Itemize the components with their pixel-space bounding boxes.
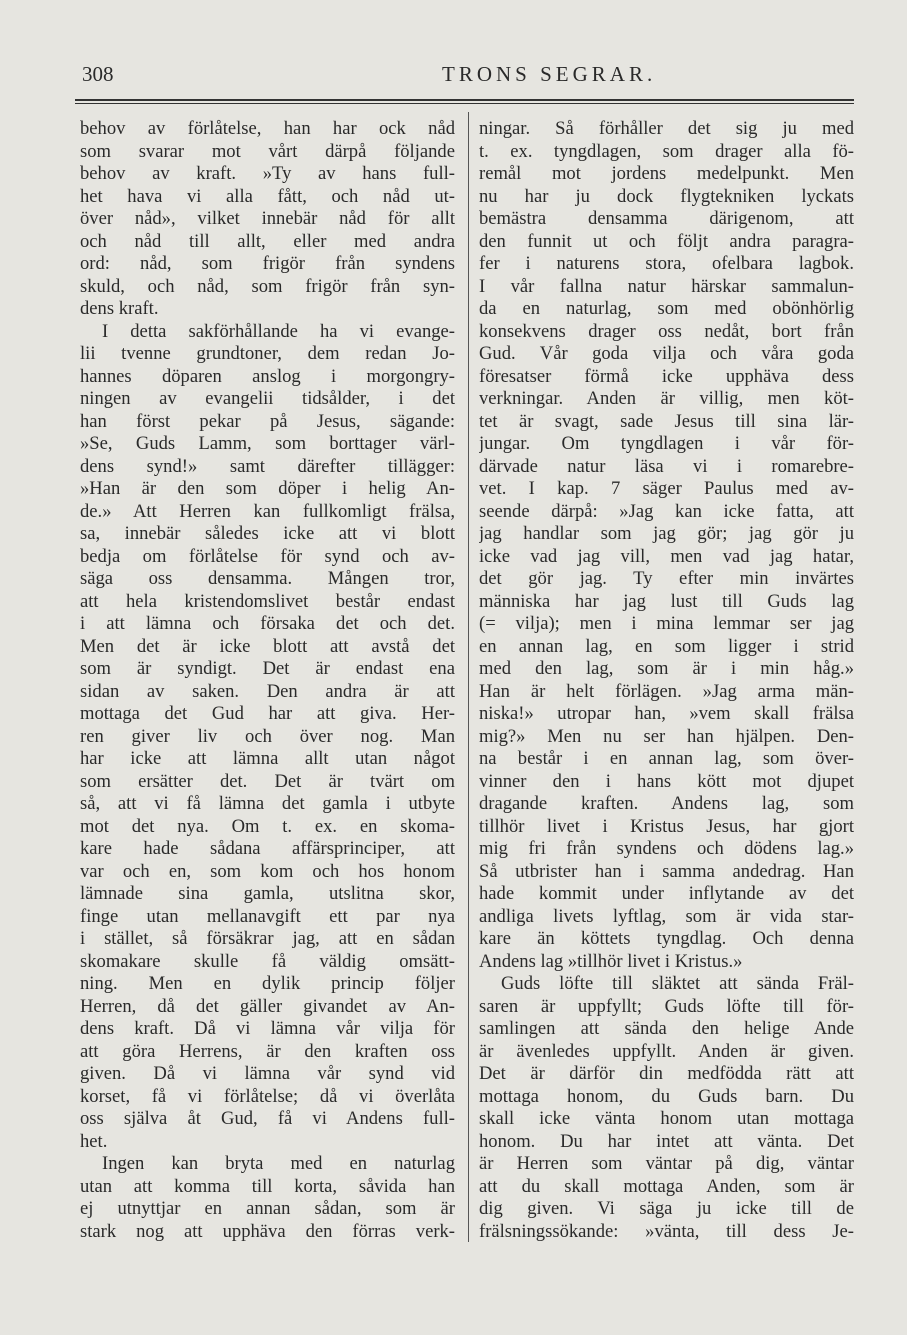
text-line: det gör jag. Ty efter min invärtes — [479, 568, 854, 589]
text-line: Herren, då det gäller givandet av An- — [80, 995, 455, 1017]
text-line: i stället, så försäkrar jag, att en sådan — [80, 928, 455, 949]
text-line: dens synd!» samt därefter tillägger: — [80, 455, 455, 477]
text-line: att du skall mottaga Anden, som är — [479, 1175, 854, 1197]
text-line: säga oss densamma. Mången tror, — [80, 568, 455, 589]
text-line: hannes döparen anslog i morgongry- — [80, 365, 455, 387]
column-divider — [468, 112, 469, 1242]
text-line: het hava vi alla fått, och nåd ut- — [80, 185, 455, 207]
text-line: kare än köttets tyngdlag. Och denna — [479, 928, 854, 949]
text-line: korset, få vi förlåtelse; då vi överlåta — [80, 1085, 455, 1107]
text-line: därvade natur läsa vi i romarebre- — [479, 455, 854, 477]
text-line: kare hade sådana affärsprinciper, att — [80, 838, 455, 859]
text-line: bedja om förlåtelse för synd och av- — [80, 545, 455, 567]
text-line: föresatser förmå icke upphäva dess — [479, 365, 854, 387]
text-line: (= vilja); men i mina lemmar ser jag — [479, 613, 854, 634]
text-line: remål mot jordens medelpunkt. Men — [479, 163, 854, 184]
text-line: vet. I kap. 7 säger Paulus med av- — [479, 478, 854, 499]
text-line: lämnade sina gamla, utslitna skor, — [80, 883, 455, 904]
text-line: andliga livets lyftlag, som är vida star- — [479, 905, 854, 927]
text-line: lii tvenne grundtoner, dem redan Jo- — [80, 343, 455, 364]
text-line: konsekvens drager oss nedåt, bort från — [479, 320, 854, 342]
running-title: TRONS SEGRAR. — [442, 62, 657, 86]
text-line: tet är svagt, sade Jesus till sina lär- — [479, 410, 854, 432]
text-line: mig?» Men nu ser han hjälpen. Den- — [479, 725, 854, 747]
text-line: en annan lag, en som ligger i strid — [479, 635, 854, 657]
text-line: ren giver liv och över nog. Man — [80, 725, 455, 747]
header-rule-thick — [75, 99, 854, 101]
text-line: som ersätter det. Det är tvärt om — [80, 770, 455, 792]
text-line: sa, innebär således icke att vi blott — [80, 523, 455, 544]
text-line: över nåd», vilket innebär nåd för allt — [80, 208, 455, 229]
text-line: med den lag, som är i min håg.» — [479, 658, 854, 679]
text-line: ning. Men en dylik princip följer — [80, 973, 455, 994]
text-line: nu har ju dock flygtekniken lyckats — [479, 185, 854, 207]
text-line: mottaga det Gud har att giva. Her- — [80, 703, 455, 724]
text-line: stark nog att upphäva den förras verk- — [80, 1220, 455, 1242]
text-line: verkningar. Anden är villig, men köt- — [479, 388, 854, 409]
left-column — [80, 118, 455, 1243]
right-column — [479, 118, 854, 1243]
text-line: mottaga honom, du Guds barn. Du — [479, 1085, 854, 1107]
text-line: i att lämna och försaka det och det. — [80, 613, 455, 634]
text-line: oss själva åt Gud, få vi Andens full- — [80, 1108, 455, 1129]
text-line: skuld, och nåd, som frigör från syn- — [80, 275, 455, 297]
text-line: vinner den i hans kött mot djupet — [479, 770, 854, 792]
page-header — [82, 62, 854, 92]
text-line: jag handlar som jag gör; jag gör ju — [479, 523, 854, 544]
text-line: Så utbrister han i samma andedrag. Han — [479, 860, 854, 882]
text-line: ord: nåd, som frigör från syndens — [80, 253, 455, 274]
text-line: har icke att lämna allt utan något — [80, 748, 455, 769]
text-line: het. — [80, 1130, 108, 1152]
text-line: na består i en annan lag, som över- — [479, 748, 854, 769]
text-line: niska!» utropar han, »vem skall frälsa — [479, 703, 854, 724]
text-line: da en naturlag, som med obönhörlig — [479, 298, 854, 319]
text-line: människa har jag lust till Guds lag — [479, 590, 854, 612]
text-line: Gud. Vår goda vilja och våra goda — [479, 343, 854, 364]
text-line: dig given. Vi säga ju icke till de — [479, 1198, 854, 1219]
text-line: finge utan mellanavgift ett par nya — [80, 905, 455, 927]
text-line: jungar. Om tyngdlagen i vår för- — [479, 433, 854, 454]
text-line: given. Då vi lämna vår synd vid — [80, 1063, 455, 1084]
text-line: de.» Att Herren kan fullkomligt frälsa, — [80, 500, 455, 522]
text-line: ej utnyttjar en annan sådan, som är — [80, 1198, 455, 1219]
text-line: den funnit ut och följt andra paragra- — [479, 230, 854, 252]
text-line: frälsningssökande: »vänta, till dess Je- — [479, 1220, 854, 1242]
text-line: så, att vi få lämna det gamla i utbyte — [80, 793, 455, 814]
text-line: Guds löfte till släktet att sända Fräl- — [501, 973, 854, 994]
text-line: tillhör livet i Kristus Jesus, har gjort — [479, 815, 854, 837]
text-line: är Herren som väntar på dig, väntar — [479, 1153, 854, 1174]
text-line: Han är helt förlägen. »Jag arma män- — [479, 680, 854, 702]
text-line: som svarar mot vårt därpå följande — [80, 140, 455, 162]
text-line: t. ex. tyngdlagen, som drager alla fö- — [479, 140, 854, 162]
text-line: samlingen att sända den helige Ande — [479, 1018, 854, 1039]
text-line: är ävenledes uppfyllt. Anden är given. — [479, 1040, 854, 1062]
text-line: behov av kraft. »Ty av hans full- — [80, 163, 455, 184]
text-line: bemästra densamma därigenom, att — [479, 208, 854, 229]
text-line: dens kraft. Då vi lämna vår vilja för — [80, 1018, 455, 1039]
text-line: seende därpå: »Jag kan icke fatta, att — [479, 500, 854, 522]
text-line: mig fri från syndens och dödens lag.» — [479, 838, 854, 859]
text-line: »Han är den som döper i helig An- — [80, 478, 455, 499]
text-line: fer i naturens stora, ofelbara lagbok. — [479, 253, 854, 274]
text-line: icke vad jag vill, men vad jag hatar, — [479, 545, 854, 567]
text-line: honom. Du har intet att vänta. Det — [479, 1130, 854, 1152]
text-line: »Se, Guds Lamm, som borttager värl- — [80, 433, 455, 454]
text-line: som är syndigt. Det är endast ena — [80, 658, 455, 679]
text-line: att hela kristendomslivet består endast — [80, 590, 455, 612]
text-line: skall icke vänta honom utan mottaga — [479, 1108, 854, 1129]
text-line: behov av förlåtelse, han har ock nåd — [80, 118, 455, 139]
text-line: skomakare skulle få väldig omsätt- — [80, 950, 455, 972]
text-line: mot det nya. Om t. ex. en skoma- — [80, 815, 455, 837]
text-line: Andens lag »tillhör livet i Kristus.» — [479, 950, 743, 972]
text-line: hade kommit under inflytande av det — [479, 883, 854, 904]
text-line: sidan av saken. Den andra är att — [80, 680, 455, 702]
text-line: Ingen kan bryta med en naturlag — [102, 1153, 455, 1174]
text-line: han först pekar på Jesus, sägande: — [80, 410, 455, 432]
page-number: 308 — [82, 62, 114, 86]
text-line: I vår fallna natur härskar sammalun- — [479, 275, 854, 297]
text-line: ningen av evangelii tidsålder, i det — [80, 388, 455, 409]
header-rule-thin — [75, 103, 854, 104]
text-line: Det är därför din medfödda rätt att — [479, 1063, 854, 1084]
text-line: dragande kraften. Andens lag, som — [479, 793, 854, 814]
text-line: att göra Herrens, är den kraften oss — [80, 1040, 455, 1062]
text-line: Men det är icke blott att avstå det — [80, 635, 455, 657]
text-line: dens kraft. — [80, 298, 159, 319]
text-line: var och en, som kom och hos honom — [80, 860, 455, 882]
text-line: ningar. Så förhåller det sig ju med — [479, 118, 854, 139]
text-line: I detta sakförhållande ha vi evange- — [102, 320, 455, 342]
text-line: och nåd till allt, eller med andra — [80, 230, 455, 252]
text-line: saren är uppfyllt; Guds löfte till för- — [479, 995, 854, 1017]
text-line: utan att komma till korta, såvida han — [80, 1175, 455, 1197]
